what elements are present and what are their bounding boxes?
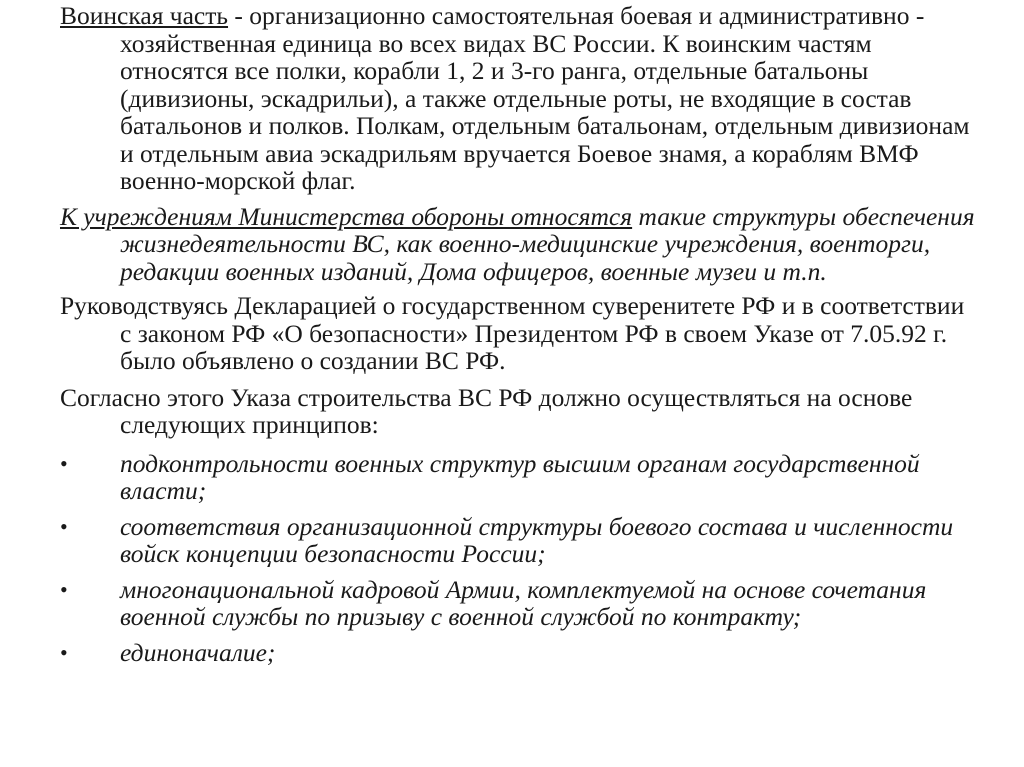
definition-military-unit: - организационно самостоятельная боевая и административно - хозяйственная единица во всех видах ВС России. К воинским частям относятся все полки, корабли 1, 2 и 3-го ранга, отдельные батальоны (дивизионы, эскадрильи), а также отдельные роты, не входящие в состав батальонов и полков. Полкам, отдельным батальонам, отдельным дивизионам и отдельным авиа эскадрильям вручается Боевое знамя, а кораблям ВМФ военно-морской флаг. — [120, 1, 970, 195]
principles-list — [60, 450, 980, 667]
list-item — [60, 450, 980, 505]
paragraph-military-unit — [60, 2, 980, 195]
list-item-text: соответствия организационной структуры боевого состава и численности войск концепции безопасности России; — [120, 511, 954, 568]
term-military-unit: Воинская часть — [60, 1, 229, 30]
paragraph-decree: Руководствуясь Декларацией о государственном суверенитете РФ и в соответствии с законом РФ «О безопасности» Президентом РФ в своем Указе от 7.05.92 г. было объявлено о создании ВС РФ. — [60, 291, 965, 375]
paragraph-ministry-institutions — [60, 203, 980, 286]
bullet-icon: • — [60, 513, 68, 539]
paragraph-principles-intro: Согласно этого Указа строительства ВС РФ должно осуществляться на основе следующих принципов: — [60, 382, 913, 439]
list-item-text: подконтрольности военных структур высшим органам государственной власти; — [120, 448, 920, 505]
slide-content — [60, 0, 980, 674]
term-ministry-institutions: К учреждениям Министерства обороны относятся — [60, 201, 633, 231]
list-item — [60, 513, 980, 568]
definition-ministry-institutions: такие структуры обеспечения жизнедеятельности ВС, как военно-медицинские учреждения, военторги, редакции военных изданий, Дома офицеров, военные музеи и т.п. — [120, 201, 975, 286]
bullet-icon: • — [60, 576, 68, 602]
bullet-icon: • — [60, 639, 68, 665]
bullet-icon: • — [60, 450, 68, 476]
list-item — [60, 576, 980, 631]
list-item-text: многонациональной кадровой Армии, комплектуемой на основе сочетания военной службы по призыву с военной службой по контракту; — [120, 574, 927, 631]
list-item-text: единоначалие; — [120, 637, 276, 667]
list-item — [60, 639, 980, 667]
